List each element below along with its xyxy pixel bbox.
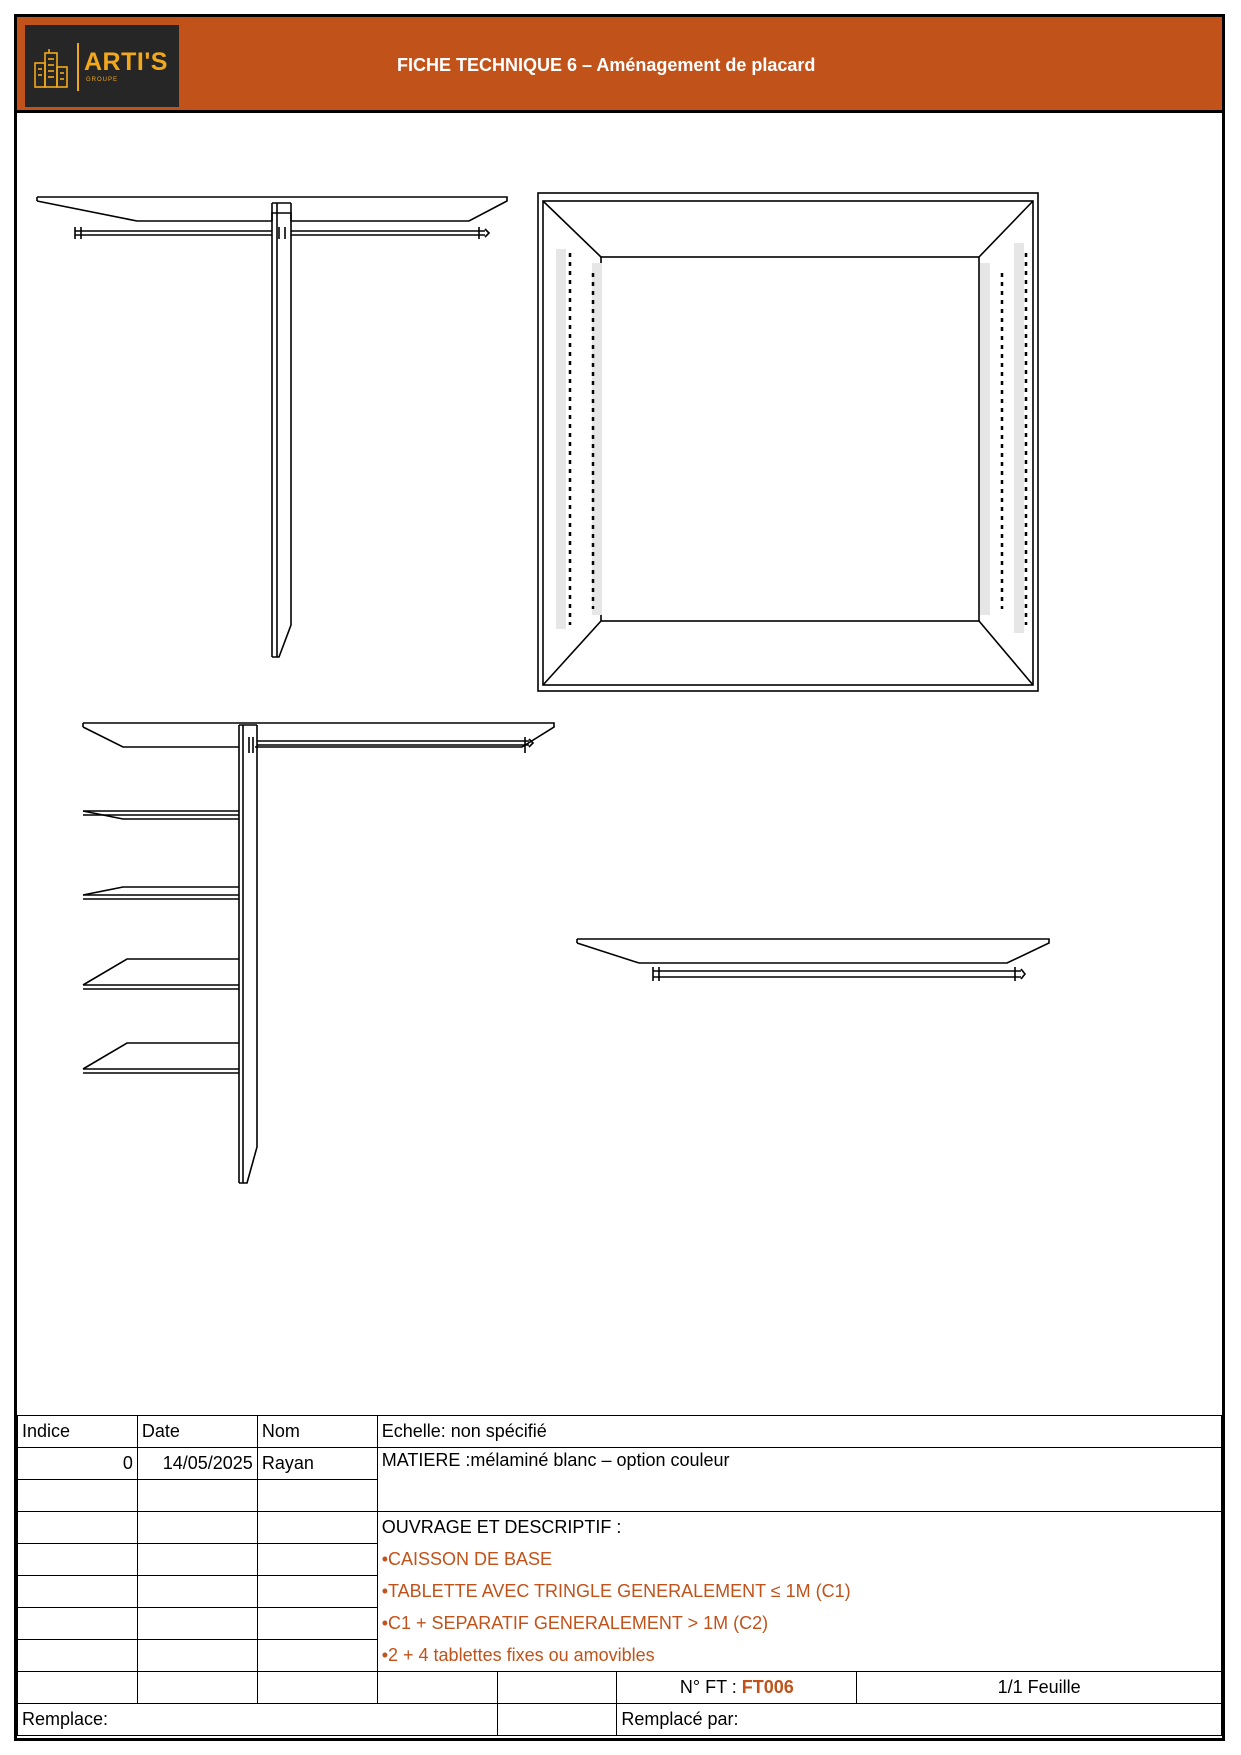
document-title: FICHE TECHNIQUE 6 – Aménagement de placard [397, 55, 816, 75]
company-logo [25, 25, 179, 107]
sheet-count: 1/1 Feuille [857, 1672, 1222, 1704]
descriptif-item: •2 + 4 tablettes fixes ou amovibles [377, 1640, 1221, 1672]
title-block [17, 1415, 1222, 1736]
matiere: MATIERE :mélaminé blanc – option couleur [377, 1448, 1221, 1512]
header-bar [17, 17, 1222, 113]
drawing-caisson-front [538, 193, 1038, 691]
drawings-area [17, 113, 1222, 1273]
row-indice: 0 [18, 1448, 138, 1480]
building-icon [33, 47, 73, 93]
drawing-separator-with-shelves [83, 723, 554, 1183]
ft-number [617, 1672, 857, 1704]
drawing-shelf-with-rod [577, 939, 1049, 981]
drawing-shelf-with-separator [37, 197, 507, 657]
header-date: Date [137, 1416, 257, 1448]
descriptif-item: •CAISSON DE BASE [377, 1544, 1221, 1576]
echelle: Echelle: non spécifié [377, 1416, 1221, 1448]
header-indice: Indice [18, 1416, 138, 1448]
logo-subtitle: GROUPE [86, 77, 119, 83]
row-nom: Rayan [257, 1448, 377, 1480]
logo-name: ARTI'S [84, 48, 168, 76]
logo-divider [77, 43, 79, 91]
descriptif-item: •TABLETTE AVEC TRINGLE GENERALEMENT ≤ 1M (C1) [377, 1576, 1221, 1608]
ft-number-value: FT006 [741, 1677, 794, 1697]
technical-sheet [14, 14, 1225, 1741]
remplace-par: Remplacé par: [617, 1704, 1222, 1736]
header-nom: Nom [257, 1416, 377, 1448]
descriptif-item: •C1 + SEPARATIF GENERALEMENT > 1M (C2) [377, 1608, 1221, 1640]
row-date: 14/05/2025 [137, 1448, 257, 1480]
ft-number-label: N° FT : [679, 1677, 737, 1697]
remplace: Remplace: [18, 1704, 498, 1736]
ouvrage-title: OUVRAGE ET DESCRIPTIF : [377, 1512, 1221, 1544]
